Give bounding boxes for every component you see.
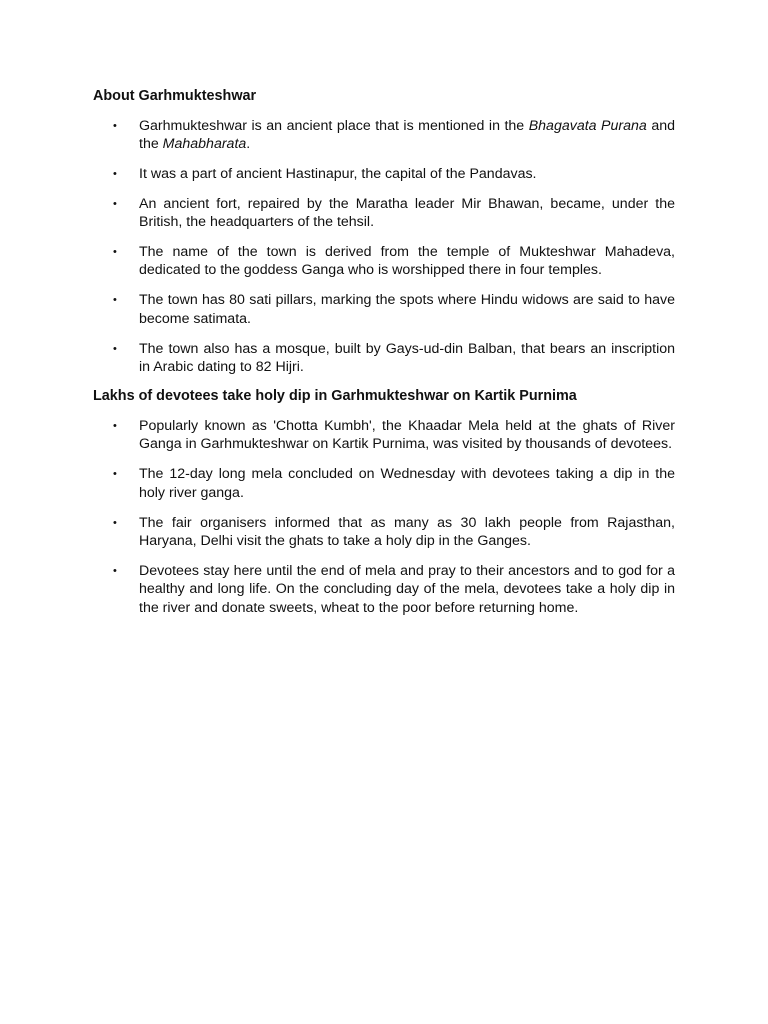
list-item-text: An ancient fort, repaired by the Maratha leader Mir Bhawan, became, under the British, the headquarters of the tehsil. bbox=[139, 195, 675, 231]
list-item-text: The town has 80 sati pillars, marking the spots where Hindu widows are said to have become satimata. bbox=[139, 292, 675, 327]
list-item bbox=[93, 417, 675, 454]
section-heading-kartik-purnima: Lakhs of devotees take holy dip in Garhmukteshwar on Kartik Purnima bbox=[93, 388, 577, 405]
bullet-icon: • bbox=[113, 342, 117, 355]
list-item bbox=[93, 117, 675, 154]
list-item bbox=[93, 291, 675, 328]
bullet-icon: • bbox=[113, 197, 117, 210]
bullet-icon: • bbox=[113, 294, 117, 307]
bullet-list-about bbox=[93, 117, 675, 377]
list-item-text: The town also has a mosque, built by Gays-ud-din Balban, that bears an inscription in Arabic dating to 82 Hijri. bbox=[139, 340, 675, 376]
list-item bbox=[93, 165, 675, 183]
list-item bbox=[93, 243, 675, 280]
bullet-icon: • bbox=[113, 516, 117, 529]
list-item-text: The 12-day long mela concluded on Wednesday with devotees taking a dip in the holy river ganga. bbox=[139, 466, 675, 501]
list-item bbox=[93, 514, 675, 551]
list-item-text: It was a part of ancient Hastinapur, the capital of the Pandavas. bbox=[139, 165, 537, 182]
bullet-icon: • bbox=[113, 419, 117, 432]
section-heading-about: About Garhmukteshwar bbox=[93, 88, 257, 104]
list-item bbox=[93, 465, 675, 502]
list-item bbox=[93, 340, 675, 377]
bullet-icon: • bbox=[113, 564, 117, 577]
book-title: Bhagavata Purana bbox=[528, 117, 647, 134]
list-item-text: Popularly known as 'Chotta Kumbh', the Khaadar Mela held at the ghats of River Ganga in Garhmukteshwar on Kartik Purnima, was visited by thousands of devotees. bbox=[139, 417, 675, 453]
list-item bbox=[93, 562, 675, 617]
list-item-text: Devotees stay here until the end of mela and pray to their ancestors and to god for a healthy and long life. On the concluding day of the mela, devotees take a holy dip in the river and donate sweets, wheat to the poor before returning home. bbox=[139, 562, 675, 616]
book-title: Mahabharata bbox=[162, 135, 247, 152]
list-item-text: The fair organisers informed that as many as 30 lakh people from Rajasthan, Haryana, Delhi visit the ghats to take a holy dip in the Ganges. bbox=[139, 514, 675, 549]
list-item bbox=[93, 195, 675, 232]
list-item-text: The name of the town is derived from the temple of Mukteshwar Mahadeva, dedicated to the goddess Ganga who is worshipped there in four temples. bbox=[139, 244, 675, 279]
bullet-icon: • bbox=[113, 246, 117, 259]
bullet-icon: • bbox=[113, 167, 117, 180]
bullet-list-kartik-purnima bbox=[93, 417, 675, 617]
bullet-icon: • bbox=[113, 119, 117, 132]
list-item-text: Garhmukteshwar is an ancient place that is mentioned in the Bhagavata Purana and the Mahabharata. bbox=[139, 117, 675, 152]
bullet-icon: • bbox=[113, 468, 117, 481]
document-page bbox=[93, 87, 675, 617]
